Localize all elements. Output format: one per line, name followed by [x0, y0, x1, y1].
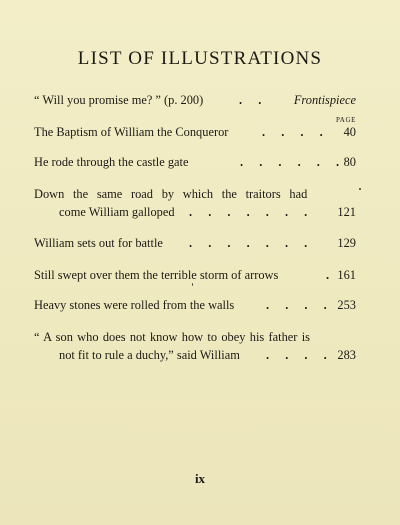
illustration-entry [34, 235, 356, 251]
illustration-caption: “ Will you promise me? ” (p. 200) [34, 93, 204, 107]
dot-leader: . . . . [266, 348, 334, 362]
illustration-caption: He rode through the castle gate [34, 155, 189, 169]
illustration-entry [34, 329, 356, 363]
page-folio: ix [194, 471, 206, 486]
paper-speck [359, 188, 361, 190]
illustration-page-number: 253 [337, 298, 356, 312]
illustration-caption-line: not fit to rule a duchy,” said William [59, 348, 240, 362]
illustration-caption-line: Down the same road by which the traitors had [34, 187, 308, 201]
dot-leader: . [326, 268, 336, 282]
illustration-caption-line: come William galloped [59, 205, 175, 219]
paper-speck [192, 283, 193, 286]
illustration-page-number: 129 [337, 236, 356, 250]
illustration-entry [34, 92, 356, 108]
illustration-caption: William sets out for battle [34, 236, 163, 250]
dot-leader: . . . . [262, 125, 330, 139]
illustration-entry [34, 267, 356, 283]
dot-leader: . . . . [266, 298, 334, 312]
illustration-entry [34, 154, 356, 170]
dot-leader: . . . . . . . [189, 236, 314, 250]
illustration-caption-line: “ A son who does not know how to obey his father is [34, 330, 310, 344]
illustration-entry [34, 124, 356, 140]
illustration-entry [34, 297, 356, 313]
illustration-page-number: 283 [337, 348, 356, 362]
illustration-page-number: Frontispiece [293, 93, 356, 107]
illustration-entry [34, 186, 356, 220]
dot-leader: . . [239, 93, 268, 107]
page-column-header: PAGE [335, 116, 356, 124]
illustration-caption: The Baptism of William the Conqueror [34, 125, 229, 139]
illustration-caption: Heavy stones were rolled from the walls [34, 298, 235, 312]
dot-leader: . . . . . . [240, 155, 346, 169]
illustration-caption: Still swept over them the terrible storm of arrows [34, 268, 279, 282]
illustration-page-number: 161 [337, 268, 356, 282]
page-title: LIST OF ILLUSTRATIONS [77, 48, 323, 69]
dot-leader: . . . . . . . [189, 205, 314, 219]
illustration-page-number: 121 [337, 205, 356, 219]
illustration-page-number: 40 [343, 125, 356, 139]
illustration-page-number: 80 [343, 155, 356, 169]
